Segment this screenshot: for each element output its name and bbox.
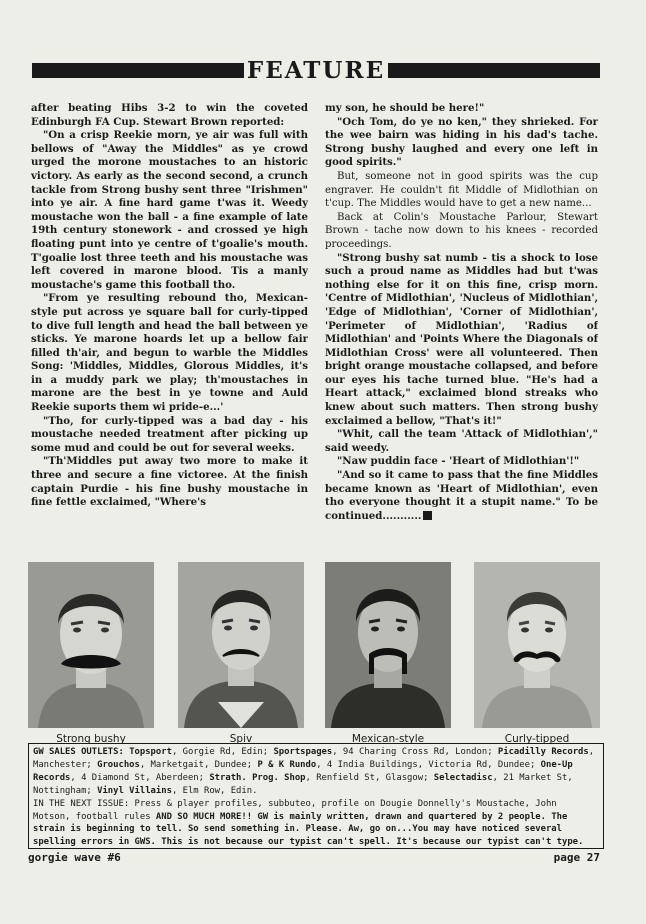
player-photos xyxy=(28,562,606,748)
paragraph-closing xyxy=(325,469,598,523)
paragraph: Back at Colin's Moustache Parlour, Stewart Brown - tache now down to his knees - recorded proceedings. xyxy=(325,211,598,250)
photo-caption: Spiv xyxy=(229,733,253,745)
article-column-right xyxy=(325,102,598,552)
outlet-place: , Renfield St, Glasgow; xyxy=(305,772,434,783)
banner-rule-right xyxy=(388,63,600,78)
outlet-name: Topsport xyxy=(129,747,172,757)
outlet-place: , Gorgie Rd, Edin; xyxy=(171,747,274,757)
outlet-name: Grouchos xyxy=(97,759,140,770)
paragraph: my son, he should be here!" xyxy=(325,102,485,114)
section-title: FEATURE xyxy=(246,57,386,84)
paragraph: "Naw puddin face - 'Heart of Midlothian'!" xyxy=(337,455,580,468)
photo-strong-bushy xyxy=(28,562,154,728)
next-issue-text: IN THE NEXT ISSUE: Press & player profiles, subbuteo, profile on Dougie Donnelly's Moustache, John Motson, football rules xyxy=(33,798,557,822)
outlet-place: , Marketgait, Dundee; xyxy=(139,759,258,770)
paragraph: "Strong bushy sat numb - tis a shock to lose such a proud name as Middles had but t'was nothing else for it on this fine, crisp morn. 'Centre of Midlothian', 'Nucleus of Midlothian', 'Edge of Midlothian', 'Corner of Midlothian', 'Perimeter of Midlothian', 'Radius of Midlothian' and 'Points Where the Diagonals of Midlothian Cross' were all volunteered. Then bright orange moustache collapsed, and before our eyes his tache turned blue. "He's had a Heart attack," exclaimed blond streaks who knew about such matters. Then strong bushy exclaimed a bellow, "That's it!" xyxy=(325,251,598,427)
outlet-name: P & K Rundo xyxy=(257,759,317,770)
paragraph: "Och Tom, do ye no ken," they shrieked. For the wee bairn was hiding in his dad's tache. Strong bushy laughed and every one left in good spirits." xyxy=(325,115,598,169)
outlet-name: Vinyl Villains xyxy=(97,785,172,796)
paragraph: "Th'Middles put away two more to make it three and secure a fine victoree. At the finish captain Purdie - his fine bushy moustache in fine fettle exclaimed, "Where's xyxy=(31,455,308,509)
outlet-name: Selectadisc xyxy=(433,772,493,783)
photo-spiv xyxy=(178,562,304,728)
outlets-label: GW SALES OUTLETS: xyxy=(33,747,124,757)
outlet-name: Picadilly Records xyxy=(497,747,589,757)
paragraph: "Whit, call the team 'Attack of Midlothian'," said weedy. xyxy=(325,428,598,454)
sales-outlets-box xyxy=(28,743,604,849)
photo-caption: Mexican-style xyxy=(351,733,425,745)
outlet-place: , Elm Row, Edin. xyxy=(171,785,258,796)
feature-banner xyxy=(32,58,600,84)
page-number: page 27 xyxy=(553,851,600,864)
outlet-place: , 21 Market St, Nottingham; xyxy=(33,772,573,796)
banner-rule-left xyxy=(32,63,244,78)
closing-note: GW is mainly written, drawn and quartered by 2 people. The strain is beginning to tell. So send something in. Please. Aw, go on...You may have noticed several spelling errors in GWS. This is not because our typist can't spell. It's because our typist can't type. xyxy=(33,811,584,848)
paragraph: "Tho, for curly-tipped was a bad day - his moustache needed treatment after picking up some mud and could be out for several weeks. xyxy=(31,414,308,454)
outlet-name: Sportspages xyxy=(273,747,333,757)
photo-caption: Strong bushy xyxy=(56,733,126,745)
photo-mexican-style xyxy=(325,562,451,728)
outlet-place: , 4 India Buildings, Victoria Rd, Dundee; xyxy=(316,759,541,770)
outlet-name: Strath. Prog. Shop xyxy=(209,772,306,783)
issue-label: gorgie wave #6 xyxy=(28,851,121,864)
photo-caption: Curly-tipped xyxy=(504,733,570,745)
paragraph: "From ye resulting rebound tho, Mexican-style put across ye square ball for curly-tipped to dive full length and head the ball between ye sticks. Ye marone hoards let up a bellow fair filled th'air, and begun to warble the Middles Song: 'Middles, Middles, Glorous Middles, it's in a muddy park we play; th'moustaches in marone are the best in ye towne and Auld Reekie suports them wi pride-e...' xyxy=(31,292,308,414)
so-much-more: AND SO MUCH MORE!! xyxy=(155,811,253,822)
closing-text: "And so it came to pass that the fine Middles became known as 'Heart of Midlothian', even tho everyone thought it a stupit name." To be continued........... xyxy=(325,469,598,522)
paragraph: "On a crisp Reekie morn, ye air was full with bellows of "Away the Middles" as ye crowd urged the morone moustaches to an historic victory. As early as the second second, a crunch tackle from Strong bushy sent three "Irishmen" into ye air. A fine hard game t'was it. Weedy moustache won the ball - a fine example of late 19th century stonework - and crossed ye high floating punt into ye centre of t'goalie's mouth. T'goalie lost three teeth and his moustache was left covered in marone blood. Tis a manly moustache's game this football tho. xyxy=(31,129,308,291)
end-mark xyxy=(423,511,432,520)
outlet-place: , Manchester; xyxy=(33,747,595,770)
paragraph: But, someone not in good spirits was the cup engraver. He couldn't fit Middle of Midlothian on t'cup. The Middles would have to get a new name... xyxy=(325,170,598,210)
photo-curly-tipped xyxy=(474,562,600,728)
outlet-place: , 4 Diamond St, Aberdeen; xyxy=(70,772,210,783)
paragraph: after beating Hibs 3-2 to win the coveted Edinburgh FA Cup. Stewart Brown reported: xyxy=(31,102,308,128)
article-column-left xyxy=(31,102,308,552)
outlet-name: One-Up Records xyxy=(33,759,573,783)
outlet-place: , 94 Charing Cross Rd, London; xyxy=(332,747,498,757)
